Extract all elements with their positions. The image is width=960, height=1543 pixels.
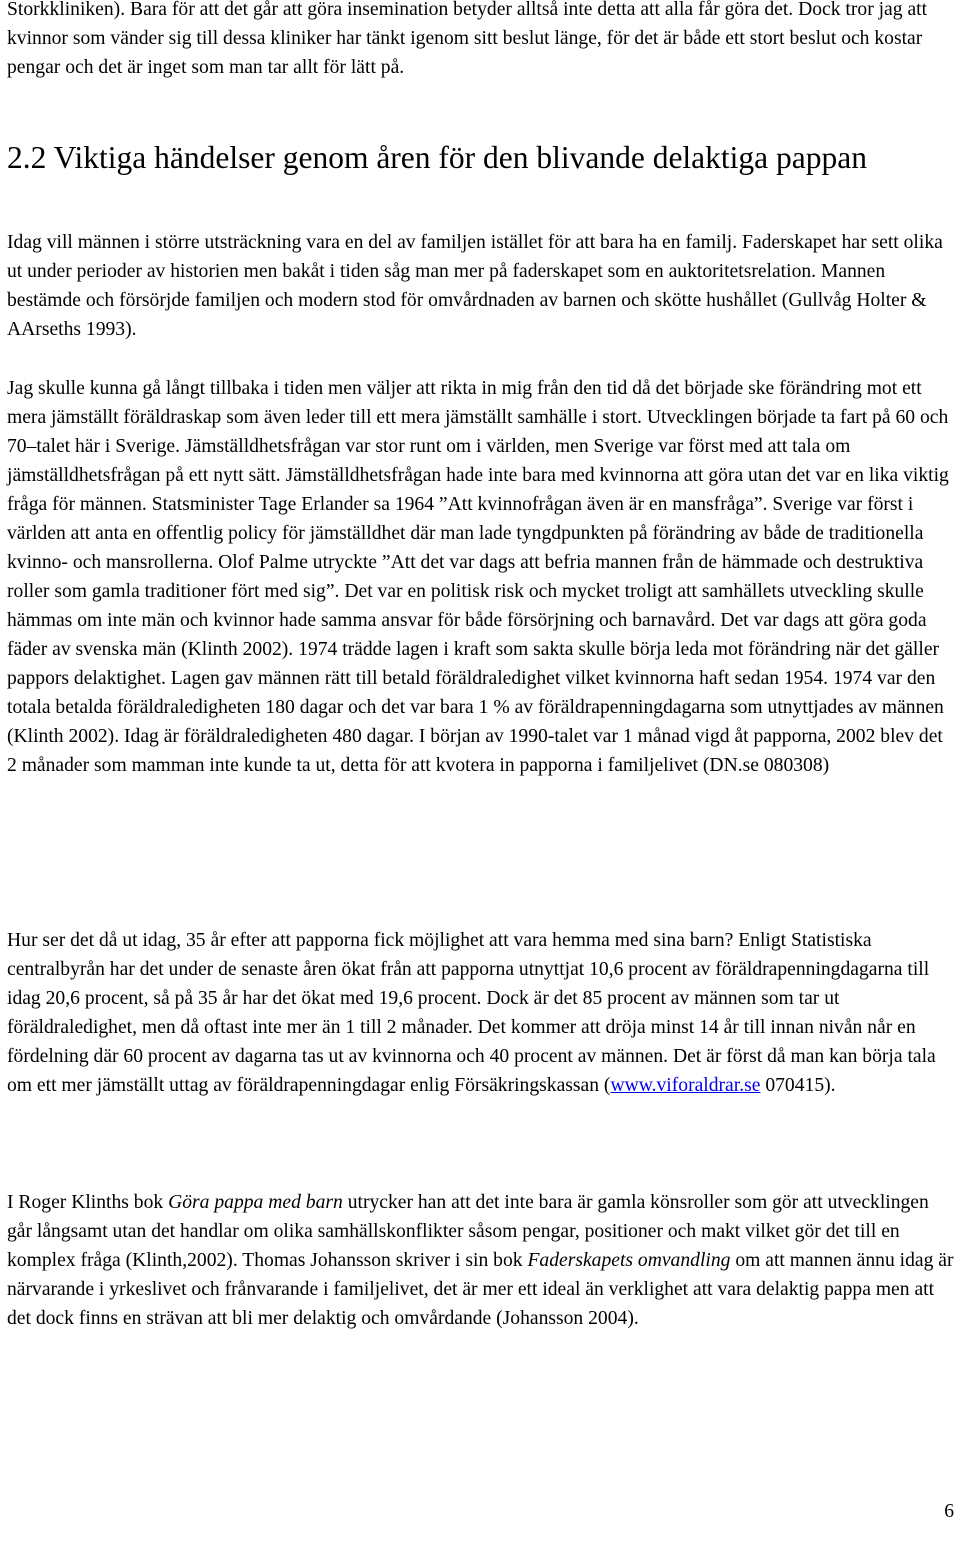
book-title: Göra pappa med barn bbox=[168, 1192, 343, 1213]
paragraph-literature bbox=[7, 1188, 957, 1333]
paragraph-text: utrycker han att det inte bara är gamla könsroller som gör att utvecklingen går långsamt utan det handlar om olika samhällskonflikter såsom pengar, positioner och makt vilket gör det till en komplex fråga (Klinth,2002). Thomas Johansson skriver i sin bok bbox=[7, 1192, 929, 1271]
section-heading: 2.2 Viktiga händelser genom åren för den blivande delaktiga pappan bbox=[7, 140, 867, 175]
paragraph-fatherhood-history: Idag vill männen i större utsträckning vara en del av familjen istället för att bara ha en familj. Faderskapet har sett olika ut under perioder av historien men bakåt i tiden såg man mer på faderskapet som en auktoritetsrelation. Mannen bestämde och försörjde familjen och modern stod för omvårdnaden av barnen och skötte hushållet (Gullvåg Holter & AArseths 1993). bbox=[7, 232, 943, 340]
book-title: Faderskapets omvandling bbox=[527, 1250, 731, 1271]
intro-paragraph: Storkkliniken). Bara för att det går att göra insemination betyder alltså inte detta att alla får göra det. Dock tror jag att kvinnor som vänder sig till dessa kliniker har tänkt igenom sitt beslut länge, för det är både ett stort beslut och kostar pengar och det är inget som man tar allt för lätt på. bbox=[7, 0, 928, 78]
paragraph-text: 070415). bbox=[760, 1075, 836, 1096]
paragraph-equality-history: Jag skulle kunna gå långt tillbaka i tiden men väljer att rikta in mig från den tid då det började ske förändring mot ett mera jämställt föräldraskap som även leder till ett mera jämställt samhälle i stort. Utvecklingen började ta fart på 60 och 70–talet här i Sverige. Jämställdhetsfrågan var stor runt om i världen, men Sverige var först med att tala om jämställdhetsfrågan på ett nytt sätt. Jämställdhetsfrågan hade inte bara med kvinnorna att göra utan det var en lika viktig fråga för männen. Statsminister Tage Erlander sa 1964 ”Att kvinnofrågan även är en mansfråga”. Sverige var först i världen att anta en offentlig policy för jämställdhet där man lade tyngdpunkten på förändring av både de traditionella kvinno- och mansrollerna. Olof Palme utryckte ”Att det var dags att befria mannen från de hämmade och destruktiva roller som gamla traditioner fört med sig”. Det var en politisk risk och mycket troligt att samhällets utveckling skulle hämmas om inte män och kvinnor hade samma ansvar för både försörjning och barnavård. Det var dags att göra goda fäder av svenska män (Klinth 2002). 1974 trädde lagen i kraft som sakta skulle börja leda mot förändring när det gäller pappors delaktighet. Lagen gav männen rätt till betald föräldraledighet vilket kvinnorna haft sedan 1954. 1974 var den totala betalda föräldraledigheten 180 dagar och det var bara 1 % av föräldrapenningdagarna som utnyttjades av männen (Klinth 2002). Idag är föräldraledigheten 480 dagar. I början av 1990-talet var 1 månad vigd åt papporna, 2002 blev det 2 månader som mamman inte kunde ta ut, detta för att kvotera in papporna i familjelivet (DN.se 080308) bbox=[7, 378, 949, 776]
paragraph-text: Hur ser det då ut idag, 35 år efter att papporna fick möjlighet att vara hemma med sina barn? Enligt Statistiska centralbyrån har det under de senaste åren ökat från att papporna utnyttjat 10,6 procent av föräldrapenningdagarna till idag 20,6 procent, så på 35 år har det ökat med 19,6 procent. Dock är det 85 procent av männen som tar ut föräldraledighet, men då oftast inte mer än 1 till 2 månader. Det kommer att dröja minst 14 år till innan nivån når en fördelning där 60 procent av dagarna tas ut av kvinnorna och 40 procent av männen. Det är först då man kan börja tala om ett mer jämställt uttag av föräldrapenningdagar enlig Försäkringskassan ( bbox=[7, 930, 936, 1096]
paragraph-text: I Roger Klinths bok bbox=[7, 1192, 169, 1213]
paragraph-statistics-today bbox=[7, 926, 957, 1100]
source-link[interactable]: www.viforaldrar.se bbox=[610, 1075, 761, 1096]
page-number: 6 bbox=[944, 1501, 954, 1522]
paragraph-text: om att mannen ännu idag är närvarande i yrkeslivet och frånvarande i familjelivet, det är mer ett ideal än verklighet att vara delaktig pappa men att det dock finns en strävan att bli mer delaktig och omvårdande (Johansson 2004). bbox=[7, 1250, 954, 1329]
